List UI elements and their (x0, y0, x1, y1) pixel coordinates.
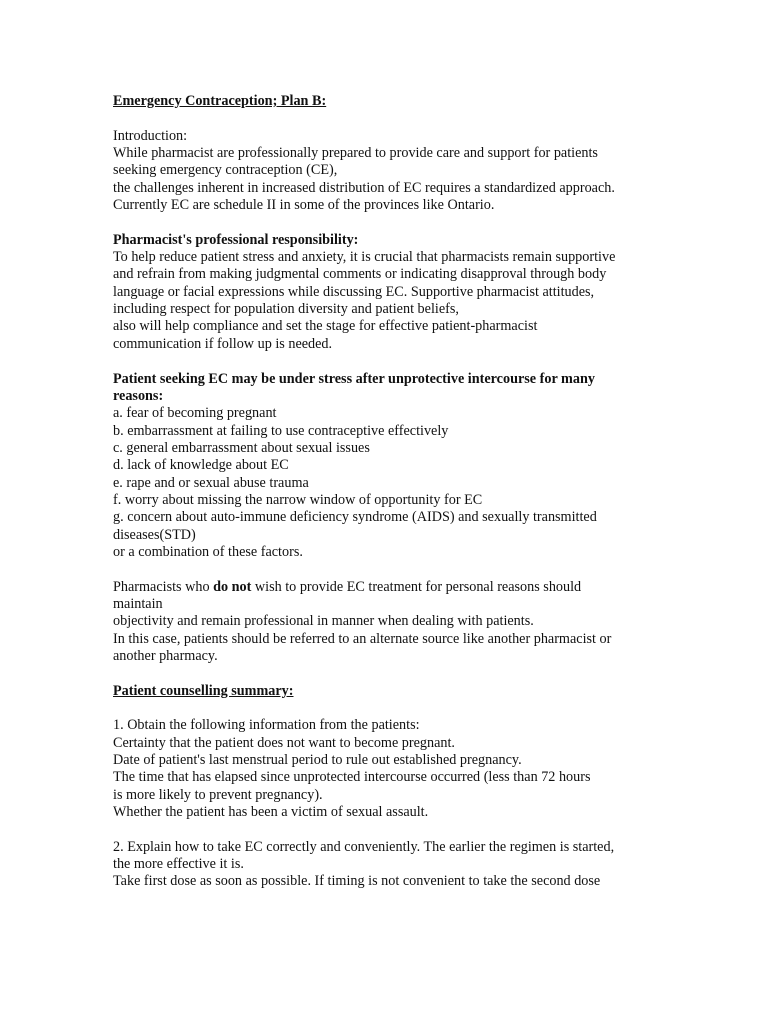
document-title: Emergency Contraception; Plan B: (113, 93, 327, 109)
responsibility-line: language or facial expressions while discussing EC. Supportive pharmacist attitudes, (113, 283, 595, 300)
stress-item: diseases(STD) (113, 526, 196, 543)
stress-heading-line: reasons: (113, 387, 164, 404)
intro-line: the challenges inherent in increased distribution of EC requires a standardized approach. (113, 179, 615, 196)
counselling-step2-line: 2. Explain how to take EC correctly and conveniently. The earlier the regimen is started, (113, 838, 615, 855)
stress-item: a. fear of becoming pregnant (113, 405, 277, 422)
responsibility-line: To help reduce patient stress and anxiety, it is crucial that pharmacists remain supportive (113, 249, 616, 266)
refusal-line: In this case, patients should be referred to an alternate source like another pharmacist or (113, 630, 612, 647)
refusal-text: wish to provide EC treatment for personal reasons should (251, 578, 582, 595)
stress-item: d. lack of knowledge about EC (113, 457, 289, 474)
stress-item: b. embarrassment at failing to use contraceptive effectively (113, 422, 449, 439)
refusal-text: Pharmacists who (113, 578, 214, 595)
stress-item: or a combination of these factors. (113, 543, 303, 560)
counselling-step1-line: Date of patient's last menstrual period to rule out established pregnancy. (113, 752, 522, 769)
responsibility-line: and refrain from making judgmental comments or indicating disapproval through body (113, 266, 607, 283)
responsibility-line: also will help compliance and set the stage for effective patient-pharmacist (113, 318, 538, 335)
stress-item: f. worry about missing the narrow window of opportunity for EC (113, 491, 483, 508)
refusal-first-line (113, 579, 673, 596)
spacer (113, 353, 673, 370)
intro-line: While pharmacist are professionally prepared to provide care and support for patients (113, 145, 598, 162)
intro-heading: Introduction: (113, 127, 188, 144)
refusal-line: another pharmacy. (113, 648, 218, 664)
refusal-emphasis: do not (213, 578, 252, 595)
counselling-step1-line: Certainty that the patient does not want to become pregnant. (113, 734, 455, 751)
responsibility-heading: Pharmacist's professional responsibility: (113, 231, 359, 248)
spacer (113, 214, 673, 231)
spacer (113, 561, 673, 578)
counselling-step1-line: Whether the patient has been a victim of sexual assault. (113, 804, 429, 821)
counselling-step1-line: is more likely to prevent pregnancy). (113, 786, 323, 803)
refusal-line: objectivity and remain professional in manner when dealing with patients. (113, 613, 534, 630)
spacer (113, 665, 673, 682)
spacer (113, 821, 673, 838)
stress-item: g. concern about auto-immune deficiency syndrome (AIDS) and sexually transmitted (113, 509, 597, 526)
intro-line: seeking emergency contraception (CE), (113, 162, 338, 179)
responsibility-line: communication if follow up is needed. (113, 335, 333, 352)
document-body (113, 93, 673, 891)
spacer (113, 700, 673, 717)
intro-line: Currently EC are schedule II in some of the provinces like Ontario. (113, 197, 495, 214)
stress-item: e. rape and or sexual abuse trauma (113, 474, 309, 491)
refusal-line: maintain (113, 595, 163, 612)
counselling-step1-line: The time that has elapsed since unprotected intercourse occurred (less than 72 hours (113, 769, 591, 786)
stress-heading-line: Patient seeking EC may be under stress after unprotective intercourse for many (113, 370, 595, 387)
counselling-heading: Patient counselling summary: (113, 682, 294, 699)
spacer (113, 110, 673, 127)
counselling-step2-line: the more effective it is. (113, 856, 244, 873)
counselling-step2-line: Take first dose as soon as possible. If timing is not convenient to take the second dose (113, 873, 601, 890)
stress-item: c. general embarrassment about sexual issues (113, 439, 370, 456)
responsibility-line: including respect for population diversity and patient beliefs, (113, 301, 459, 318)
counselling-step1-line: 1. Obtain the following information from the patients: (113, 717, 420, 734)
